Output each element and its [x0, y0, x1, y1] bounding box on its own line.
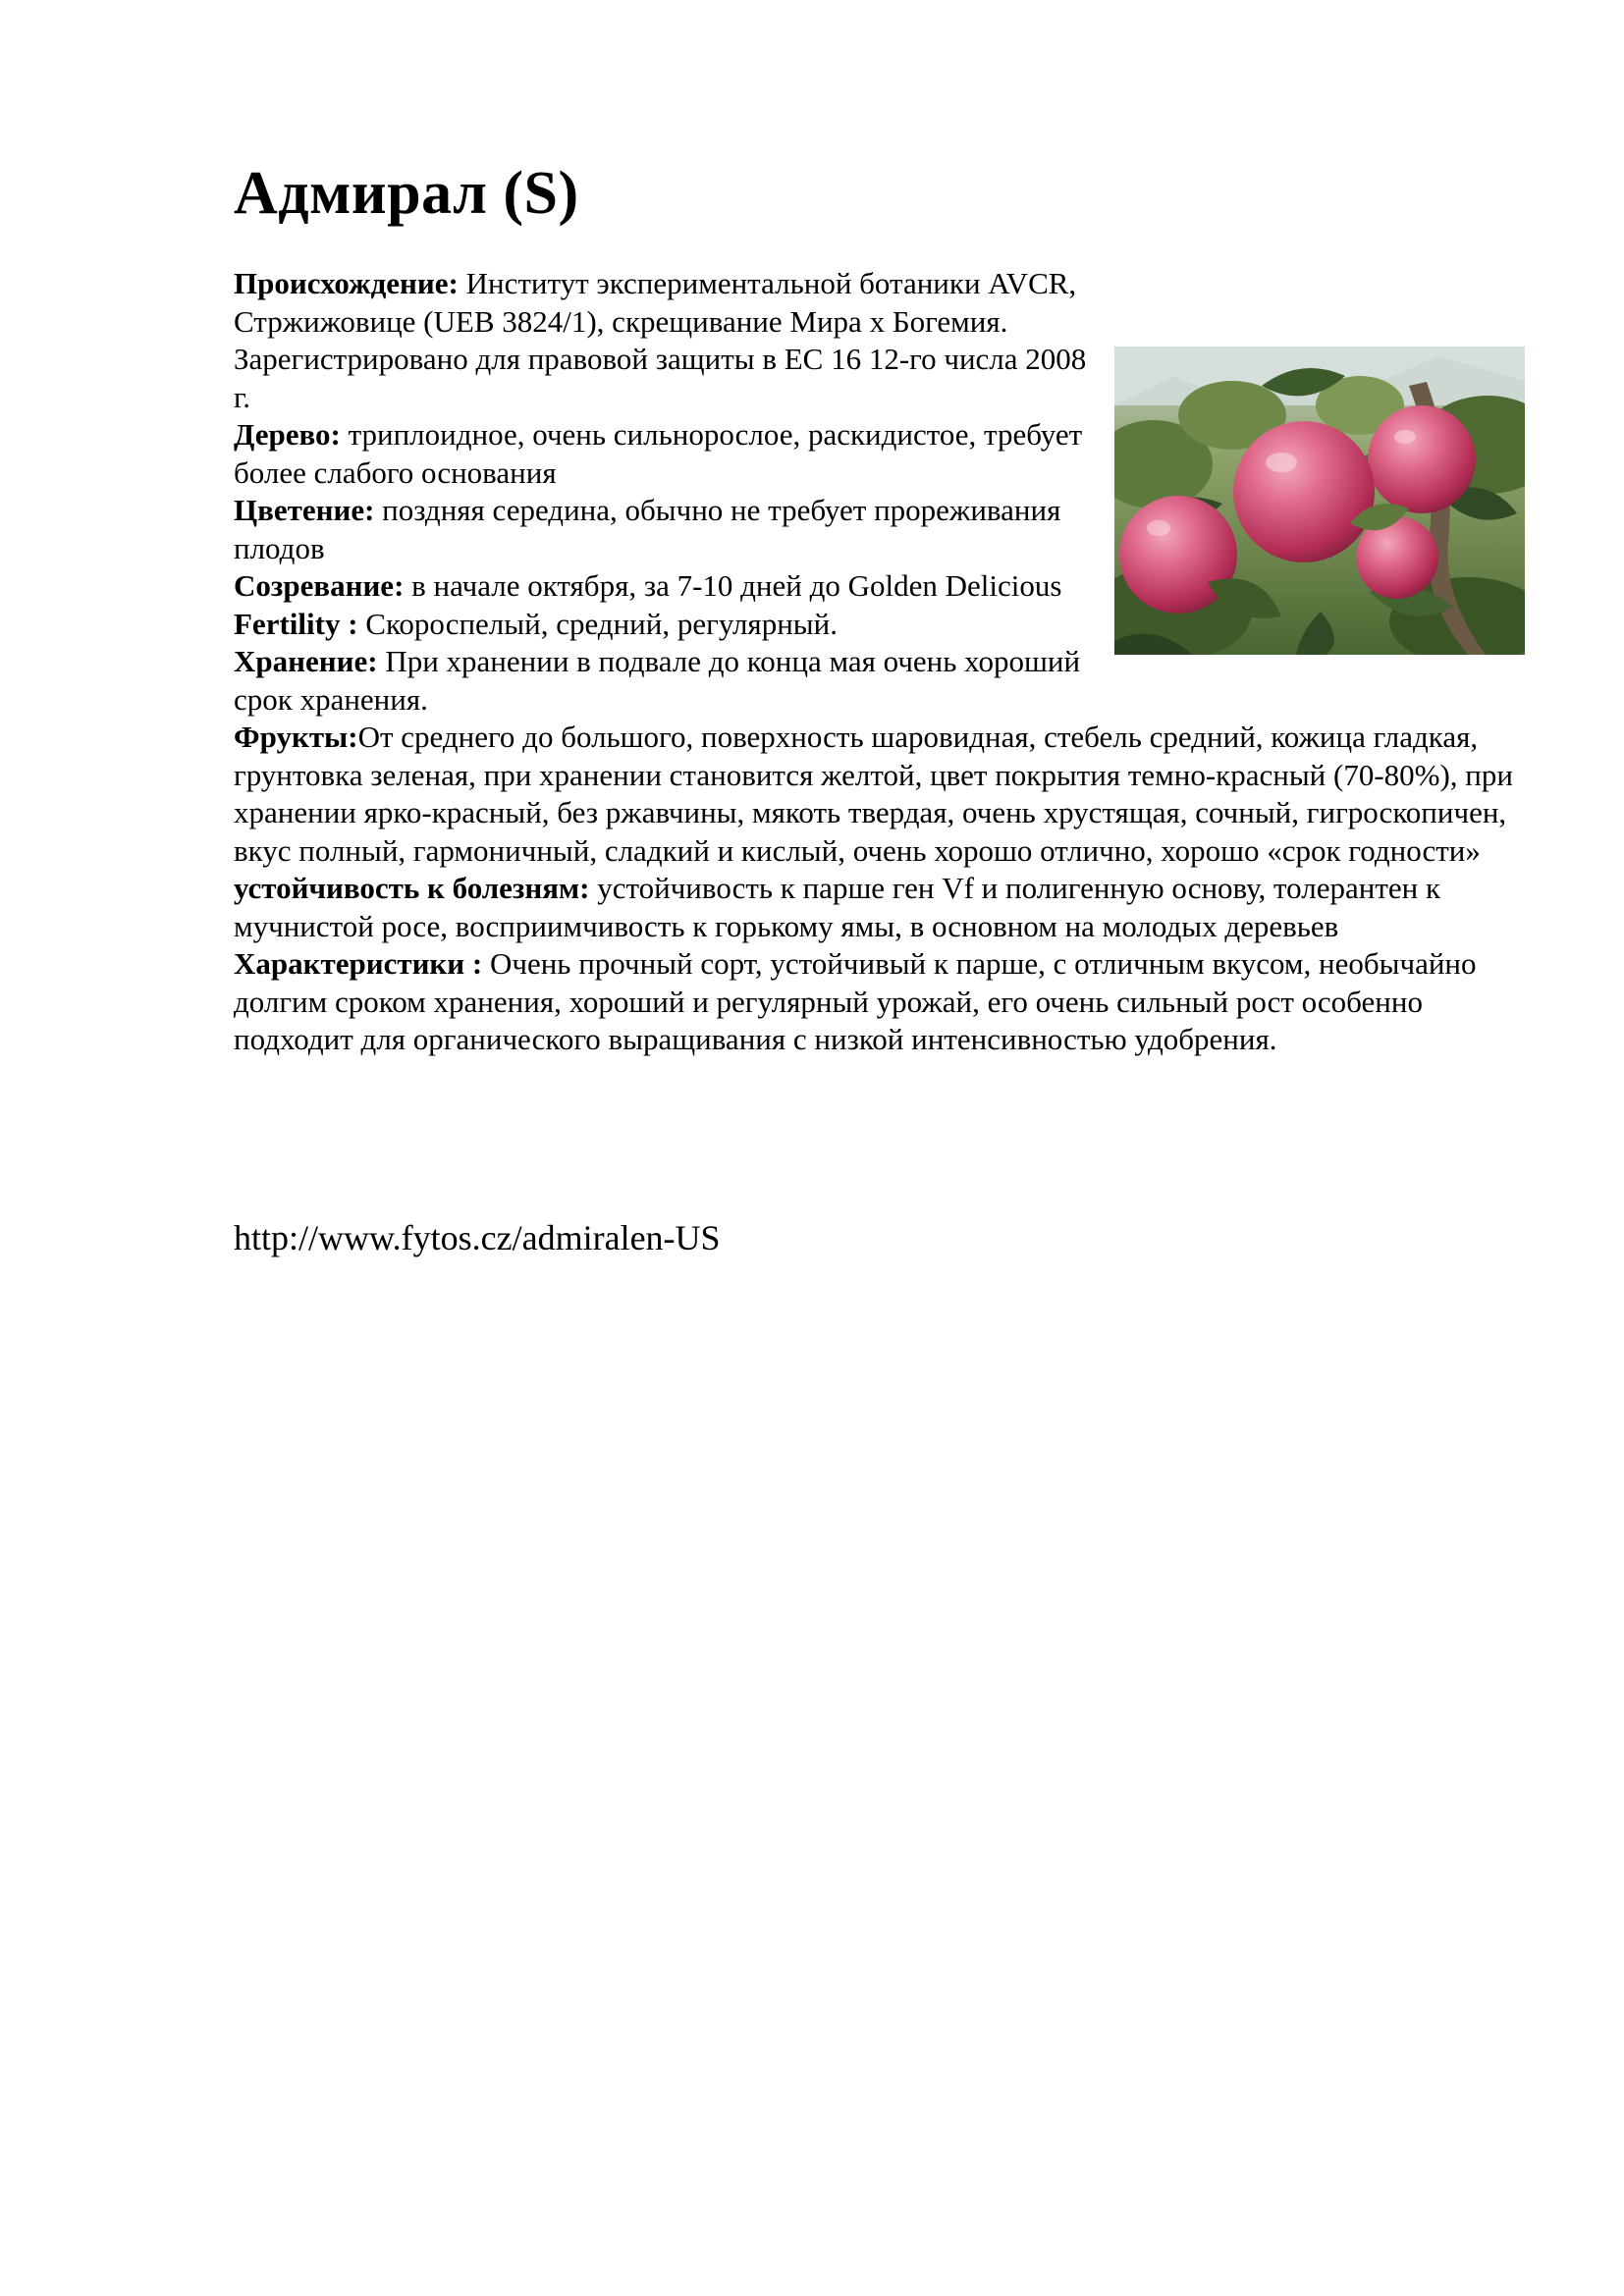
ripening-text: в начале октября, за 7-10 дней до Golden Delicious — [404, 568, 1062, 603]
origin-text: Институт экспериментальной ботаники AVCR, Стржижовице (UEB 3824/1), скрещивание Мира x Богемия. Зарегистрировано для правовой защиты в ЕС 16 12-го числа 2008 г. — [234, 266, 1087, 414]
fertility-text: Скороспелый, средний, регулярный. — [357, 606, 838, 641]
source-url: http://www.fytos.cz/admiralen-US — [234, 1218, 721, 1257]
disease-resistance-label: устойчивость к болезням: — [234, 871, 590, 905]
tree-label: Дерево: — [234, 417, 341, 452]
storage-label: Хранение: — [234, 644, 378, 678]
fruits-text: От среднего до большого, поверхность шаровидная, стебель средний, кожица гладкая, грунтовка зеленая, при хранении становится желтой, цвет покрытия темно-красный (70-80%), при хранении ярко-красный, без ржавчины, мякоть твердая, очень хрустящая, сочный, гигроскопичен, вкус полный, гармоничный, сладкий и кислый, очень хорошо отлично, хорошо «срок годности» — [234, 720, 1513, 868]
apple-photo — [1114, 347, 1525, 655]
page-title: Адмирал (S) — [234, 160, 579, 227]
tree-text: триплоидное, очень сильнорослое, раскидистое, требует более слабого основания — [234, 417, 1083, 490]
apple-photo-icon — [1114, 347, 1525, 655]
document-body — [234, 265, 1520, 1059]
flowering-label: Цветение: — [234, 493, 375, 527]
fertility-label: Fertility : — [234, 606, 358, 641]
storage-text: При хранении в подвале до конца мая очень хороший срок хранения. — [234, 644, 1081, 717]
disease-resistance-text: устойчивость к парше ген Vf и полигенную основу, толерантен к мучнистой росе, восприимчивость к горькому ямы, в основном на молодых деревьев — [234, 871, 1441, 943]
origin-label: Происхождение: — [234, 266, 459, 300]
section-disease-resistance — [234, 870, 1520, 945]
characteristics-text: Очень прочный сорт, устойчивый к парше, с отличным вкусом, необычайно долгим сроком хранения, хороший и регулярный урожай, его очень сильный рост особенно подходит для органического выращивания с низкой интенсивностью удобрения. — [234, 946, 1477, 1056]
ripening-label: Созревание: — [234, 568, 405, 603]
characteristics-label: Характеристики : — [234, 946, 483, 981]
fruits-label: Фрукты: — [234, 720, 358, 754]
section-characteristics — [234, 945, 1520, 1059]
section-fruits — [234, 719, 1520, 870]
flowering-text: поздняя середина, обычно не требует прореживания плодов — [234, 493, 1061, 565]
